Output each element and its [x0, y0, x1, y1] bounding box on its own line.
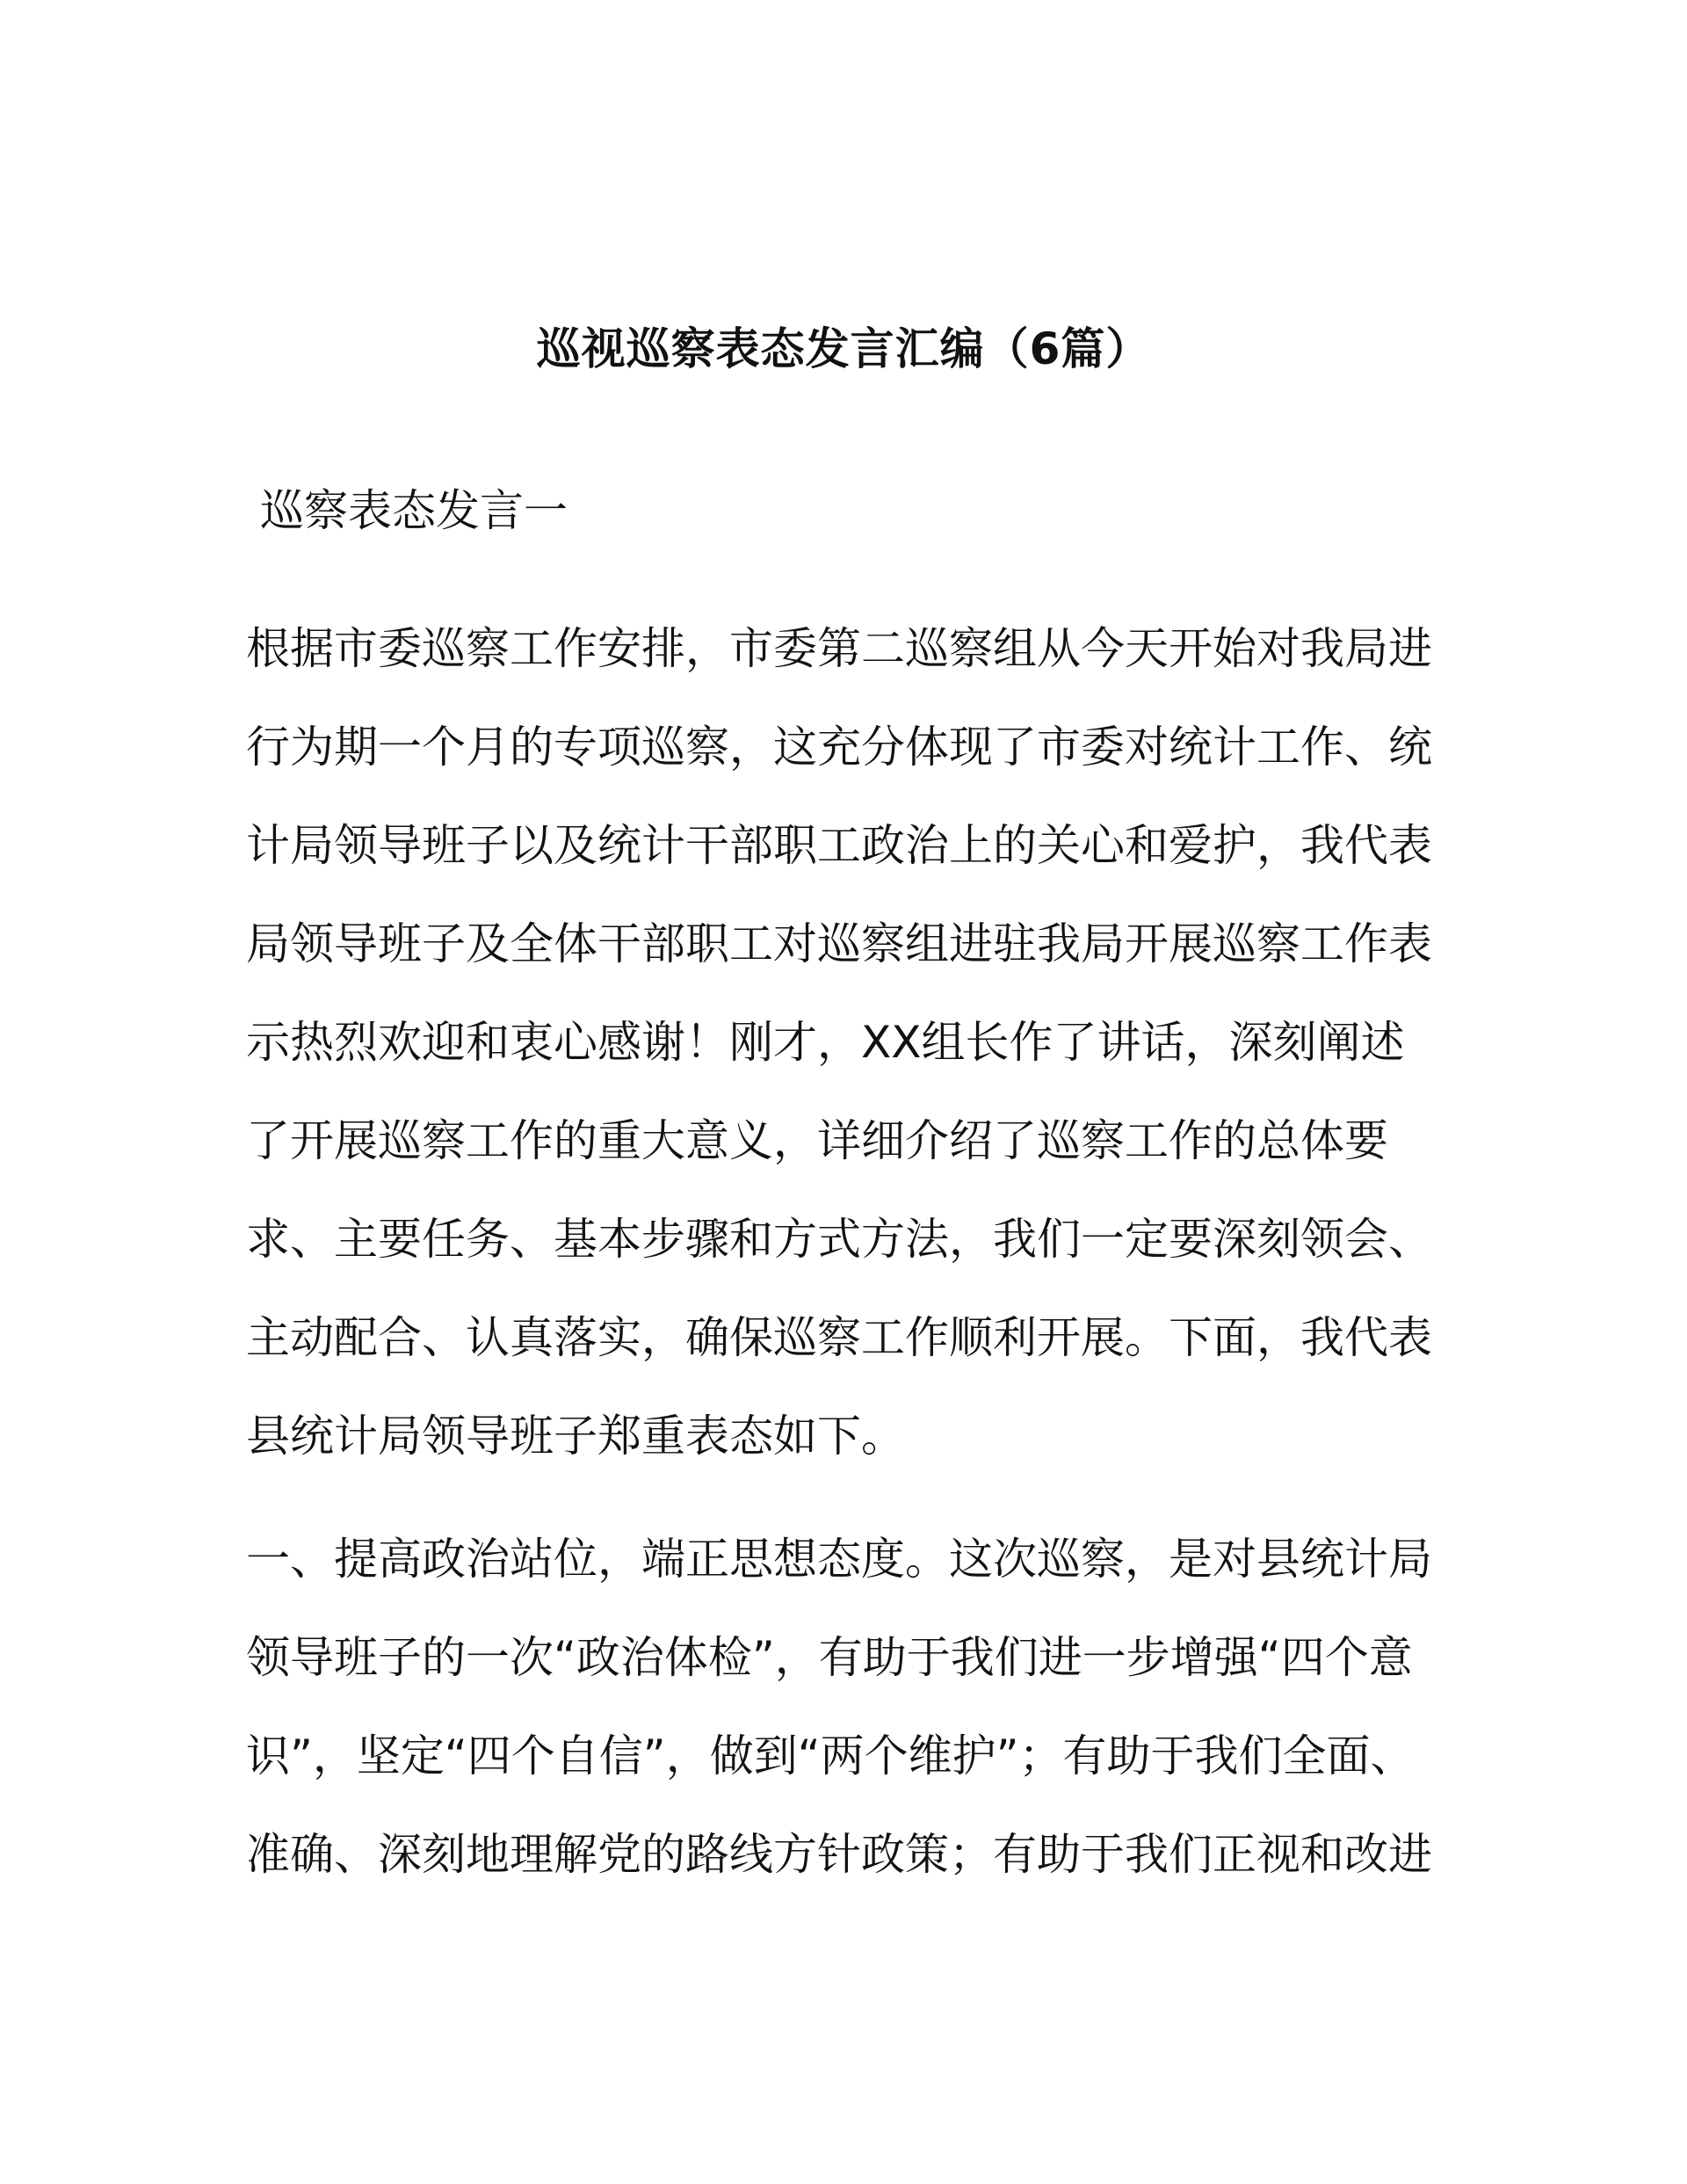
paragraph-2 [246, 1510, 1432, 1904]
paragraph-line: 根据市委巡察工作安排，市委第二巡察组从今天开始对我局进 [246, 623, 1432, 674]
paragraph-line: 主动配合、认真落实，确保巡察工作顺利开展。下面，我代表 [246, 1312, 1432, 1363]
paragraph-line: 示热烈欢迎和衷心感谢！刚才，XX组长作了讲话，深刻阐述 [246, 1017, 1405, 1068]
paragraph-line: 准确、深刻地理解党的路线方针政策；有助于我们正视和改进 [246, 1829, 1432, 1880]
paragraph-line: 识”，坚定“四个自信”，做到“两个维护”；有助于我们全面、 [246, 1731, 1415, 1781]
paragraph-line: 领导班子的一次“政治体检”，有助于我们进一步增强“四个意 [246, 1632, 1413, 1683]
document-title: 巡视巡察表态发言汇编（6篇） [536, 323, 1151, 374]
paragraph-line: 计局领导班子以及统计干部职工政治上的关心和爱护，我代表 [246, 820, 1432, 871]
section-heading: 巡察表态发言一 [260, 485, 568, 536]
paragraph-line: 局领导班子及全体干部职工对巡察组进驻我局开展巡察工作表 [246, 918, 1432, 969]
paragraph-line: 求、主要任务、基本步骤和方式方法，我们一定要深刻领会、 [246, 1214, 1432, 1265]
paragraph-1 [246, 599, 1432, 1485]
paragraph-line: 了开展巡察工作的重大意义，详细介绍了巡察工作的总体要 [246, 1115, 1388, 1166]
paragraph-line: 县统计局领导班子郑重表态如下。 [246, 1411, 905, 1462]
paragraph-line: 一、提高政治站位，端正思想态度。这次巡察，是对县统计局 [246, 1534, 1432, 1585]
paragraph-line: 行为期一个月的专项巡察，这充分体现了市委对统计工作、统 [246, 722, 1432, 773]
